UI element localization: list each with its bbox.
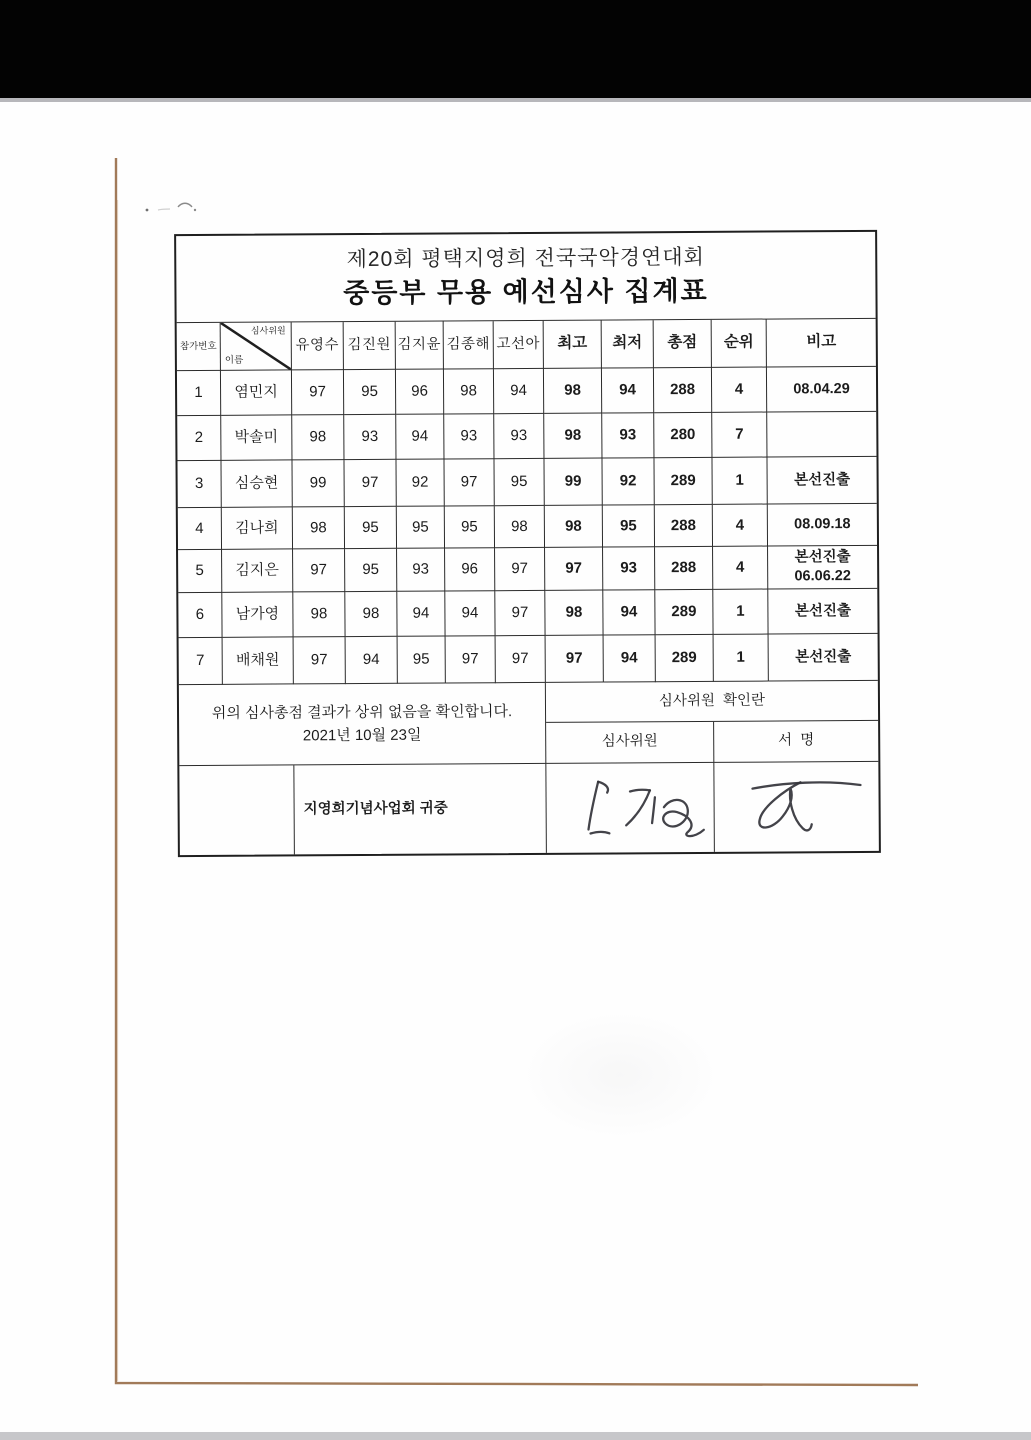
remark-line: 본선진출 <box>794 471 851 488</box>
rank-cell: 7 <box>712 413 767 458</box>
score-cell: 95 <box>344 370 396 415</box>
participant-no-cell: 5 <box>178 550 222 593</box>
score-cell: 95 <box>398 637 446 684</box>
remark-cell <box>769 634 878 682</box>
judge-signature-handwriting <box>546 763 714 853</box>
label-signature-column: 서 명 <box>714 721 878 763</box>
score-cell: 96 <box>445 548 495 591</box>
score-cell: 97 <box>344 460 396 507</box>
score-cell: 98 <box>292 415 344 460</box>
participant-name-cell: 염민지 <box>221 370 292 415</box>
min-score-cell: 94 <box>603 590 655 635</box>
header-judge: 유영수 <box>292 322 344 370</box>
participant-no-cell: 3 <box>177 461 221 508</box>
participant-no-cell: 1 <box>177 371 221 416</box>
score-cell: 93 <box>397 549 445 592</box>
header-remark: 비고 <box>767 319 876 368</box>
header-max: 최고 <box>544 321 602 369</box>
remark-line: 본선진출 <box>794 602 851 619</box>
pencil-marks <box>140 198 210 216</box>
score-cell: 98 <box>293 507 345 549</box>
total-score-cell: 289 <box>655 590 713 635</box>
table-title-cell <box>176 232 876 323</box>
score-cell: 98 <box>444 369 494 414</box>
min-score-cell: 94 <box>604 635 656 682</box>
remark-line: 06.06.22 <box>794 568 851 585</box>
rank-cell: 4 <box>712 368 767 413</box>
min-score-cell: 92 <box>602 458 654 505</box>
judge-check-header: 심사위원 확인란 <box>546 681 878 723</box>
confirmation-text: 위의 심사총점 결과가 상위 없음을 확인합니다. <box>211 702 513 722</box>
score-cell: 98 <box>293 592 345 637</box>
participant-name-cell: 김지은 <box>222 549 293 592</box>
score-cell: 93 <box>344 415 396 460</box>
score-cell: 95 <box>494 459 544 506</box>
header-judge: 고선아 <box>494 321 544 369</box>
score-cell: 95 <box>345 549 397 592</box>
remark-cell <box>767 412 876 458</box>
participant-name-cell: 박솔미 <box>221 415 292 460</box>
min-score-cell: 95 <box>603 505 655 547</box>
score-cell: 94 <box>397 592 445 637</box>
max-score-cell: 98 <box>544 414 602 459</box>
corner-label-name: 이름 <box>224 354 244 366</box>
score-cell: 93 <box>494 414 544 459</box>
score-cell: 95 <box>397 507 445 549</box>
max-score-cell: 98 <box>545 591 603 636</box>
score-cell: 97 <box>495 591 545 636</box>
score-cell: 97 <box>293 549 345 592</box>
max-score-cell: 97 <box>546 636 604 683</box>
judge-signature-cell <box>546 763 715 853</box>
signature-scribble <box>714 762 879 852</box>
total-score-cell: 289 <box>656 635 714 682</box>
max-score-cell: 98 <box>544 369 602 414</box>
min-score-cell: 94 <box>602 368 654 413</box>
score-cell: 92 <box>396 460 444 507</box>
participant-no-cell: 6 <box>178 593 222 638</box>
score-cell: 98 <box>495 506 545 548</box>
total-score-cell: 289 <box>654 458 712 505</box>
score-cell: 94 <box>346 637 398 684</box>
remark-line: 본선진출 <box>795 648 852 665</box>
footer-empty-cell <box>179 765 295 855</box>
score-cell: 98 <box>345 592 397 637</box>
header-min: 최저 <box>602 320 654 368</box>
header-judge: 김진원 <box>344 322 396 370</box>
max-score-cell: 98 <box>545 506 603 548</box>
remark-line: 08.04.29 <box>793 380 850 397</box>
remark-line: 본선진출 <box>794 549 851 566</box>
sheet-title: 중등부 무용 예선심사 집계표 <box>343 275 709 309</box>
signature-scribble-cell <box>714 762 879 852</box>
score-cell: 95 <box>445 506 495 548</box>
scan-bottom-gray-bar <box>0 1432 1031 1440</box>
rank-cell: 1 <box>714 635 769 682</box>
participant-name-cell: 배채원 <box>223 637 294 684</box>
total-score-cell: 288 <box>654 368 712 413</box>
scan-top-black-bar <box>0 0 1031 98</box>
participant-name-cell: 남가영 <box>222 592 293 637</box>
score-cell: 95 <box>345 507 397 549</box>
header-judge: 김종해 <box>444 321 494 369</box>
corner-label-judges: 심사위원 <box>250 325 286 336</box>
min-score-cell: 93 <box>602 413 654 458</box>
header-corner-cell <box>221 322 292 370</box>
header-judge: 김지윤 <box>396 322 444 370</box>
scan-top-gray-line <box>0 98 1031 102</box>
remark-line: 08.09.18 <box>794 516 851 533</box>
max-score-cell: 99 <box>544 459 602 506</box>
rank-cell: 4 <box>713 505 768 547</box>
score-cell: 94 <box>494 369 544 414</box>
recipient-cell: 지영희기념사업회 귀중 <box>294 764 547 855</box>
max-score-cell: 97 <box>545 548 603 591</box>
scan-smudge <box>520 1010 720 1140</box>
min-score-cell: 93 <box>603 547 655 590</box>
score-cell: 97 <box>294 637 346 684</box>
score-cell: 97 <box>446 636 496 683</box>
rank-cell: 4 <box>713 547 768 590</box>
score-table <box>174 230 881 857</box>
label-judge-column: 심사위원 <box>546 722 714 764</box>
total-score-cell: 288 <box>655 505 713 547</box>
score-cell: 93 <box>444 414 494 459</box>
participant-name-cell: 김나희 <box>222 507 293 549</box>
remark-cell <box>767 367 876 413</box>
competition-title: 제20회 평택지영희 전국국악경연대회 <box>346 245 705 271</box>
remark-cell <box>768 504 877 547</box>
header-total: 총점 <box>654 320 712 368</box>
confirmation-date: 2021년 10월 23일 <box>302 726 422 744</box>
score-cell: 94 <box>445 591 495 636</box>
score-cell: 97 <box>444 459 494 506</box>
rank-cell: 1 <box>712 458 767 505</box>
remark-cell <box>768 546 877 590</box>
score-cell: 97 <box>292 370 344 415</box>
participant-name-cell: 심승현 <box>221 460 292 507</box>
header-participant-no: 참가번호 <box>177 323 221 371</box>
score-cell: 96 <box>396 370 444 415</box>
score-cell: 99 <box>292 460 344 507</box>
participant-no-cell: 4 <box>178 508 222 550</box>
participant-no-cell: 2 <box>177 416 221 461</box>
remark-cell <box>768 589 877 635</box>
participant-no-cell: 7 <box>179 638 223 685</box>
score-cell: 97 <box>496 636 546 683</box>
rank-cell: 1 <box>713 590 768 635</box>
score-cell: 94 <box>396 415 444 460</box>
confirmation-cell <box>179 683 546 766</box>
score-cell: 97 <box>495 548 545 591</box>
header-rank: 순위 <box>712 320 767 368</box>
total-score-cell: 288 <box>655 547 713 590</box>
remark-cell <box>767 457 876 505</box>
total-score-cell: 280 <box>654 413 712 458</box>
